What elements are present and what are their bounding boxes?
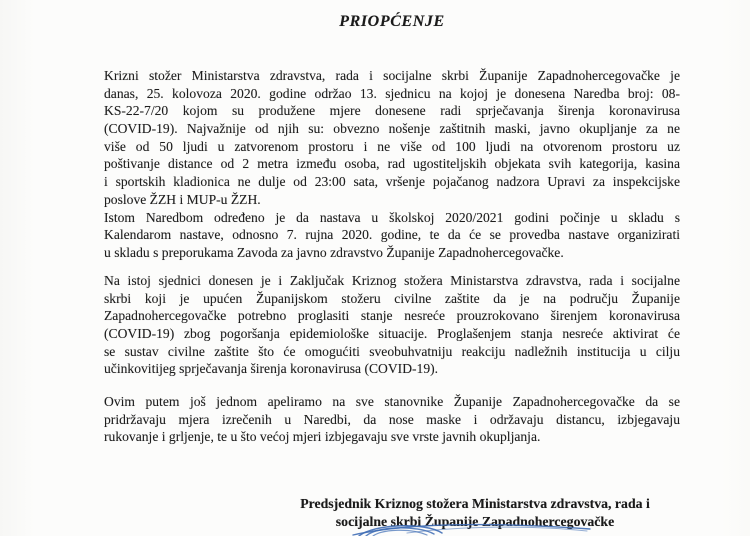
text-line: rukovanje i grljenje, te u što većoj mjeri izbjegavaju sve vrste javnih okupljanja. [104, 429, 541, 445]
handwritten-signature-icon [345, 522, 595, 536]
text-line: skrbi koji je upućen Županijskom stožeru civilne zaštite da je na području Županije [104, 290, 680, 306]
text-line: Zapadnohercegovačke potrebno proglasiti stanje nesreće prouzrokovano širenjem koronavirusa [104, 308, 680, 324]
text-line: Krizni stožer Ministarstva zdravstva, rada i socijalne skrbi Županije Zapadnohercegovačke je [104, 68, 680, 83]
text-line: Ovim putem još jednom apeliramo na sve stanovnike Županije Zapadnohercegovačke da se [104, 394, 680, 409]
paragraph-1 [104, 67, 680, 262]
signatory-title-line: socijalne skrbi Županije Zapadnohercegovačke [335, 513, 615, 529]
text-line: poslove ŽZH i MUP-u ŽZH. [104, 191, 261, 207]
paragraph-3 [104, 393, 680, 446]
document-title: PRIOPĆENJE [339, 13, 445, 30]
text-line: Na istoj sjednici donesen je i Zaključak Kriznog stožera Ministarstva zdravstva, rada i socijalne [104, 273, 680, 288]
paragraph-2 [104, 272, 680, 378]
text-line: i sportskih kladionica ne dulje od 23:00 sata, vršenje pojačanog nadzora Upravi za inspekcijske [104, 174, 680, 190]
text-line: se sustav civilne zaštite što će omogućiti sveobuhvatniju reakciju nadležnih institucija u cilju [104, 343, 680, 359]
text-line: (COVID-19). Najvažnije od njih su: obvezno nošenje zaštitnih maski, javno okupljanje za ne [104, 121, 680, 137]
text-line: pridržavaju mjera izrečenih u Naredbi, da nose maske i održavaju distancu, izbjegavaju [104, 411, 680, 427]
text-line: više od 50 ljudi u zatvorenom prostoru i ne više od 100 ljudi na otvorenom prostoru uz [104, 138, 680, 154]
text-line: Istom Naredbom određeno je da nastava u školskoj 2020/2021 godini počinje u skladu s [104, 209, 680, 225]
text-line: Kalendarom nastave, odnosno 7. rujna 2020. godine, te da će se provedba nastave organizirati [104, 227, 680, 243]
text-line: KS-22-7/20 kojom su produžene mjere donesene radi sprječavanja širenja koronavirusa [104, 103, 680, 119]
text-line: danas, 25. kolovoza 2020. godine održao 13. sjednicu na kojoj je donesena Naredba broj: 08- [104, 85, 680, 101]
signatory-title-line: Predsjednik Kriznog stožera Ministarstva zdravstva, rada i [300, 496, 650, 511]
text-line: u skladu s preporukama Zavoda za javno zdravstvo Županije Zapadnohercegovačke. [104, 244, 564, 260]
text-line: učinkovitijeg sprječavanja širenja koronavirusa (COVID-19). [104, 361, 439, 377]
text-line: (COVID-19) zbog pogoršanja epidemiološke situacije. Proglašenjem stanja nesreće aktivirat će [104, 326, 680, 342]
text-line: poštivanje distance od 2 metra između osoba, rad ugostiteljskih objekata svih kategorija, kasina [104, 156, 680, 172]
